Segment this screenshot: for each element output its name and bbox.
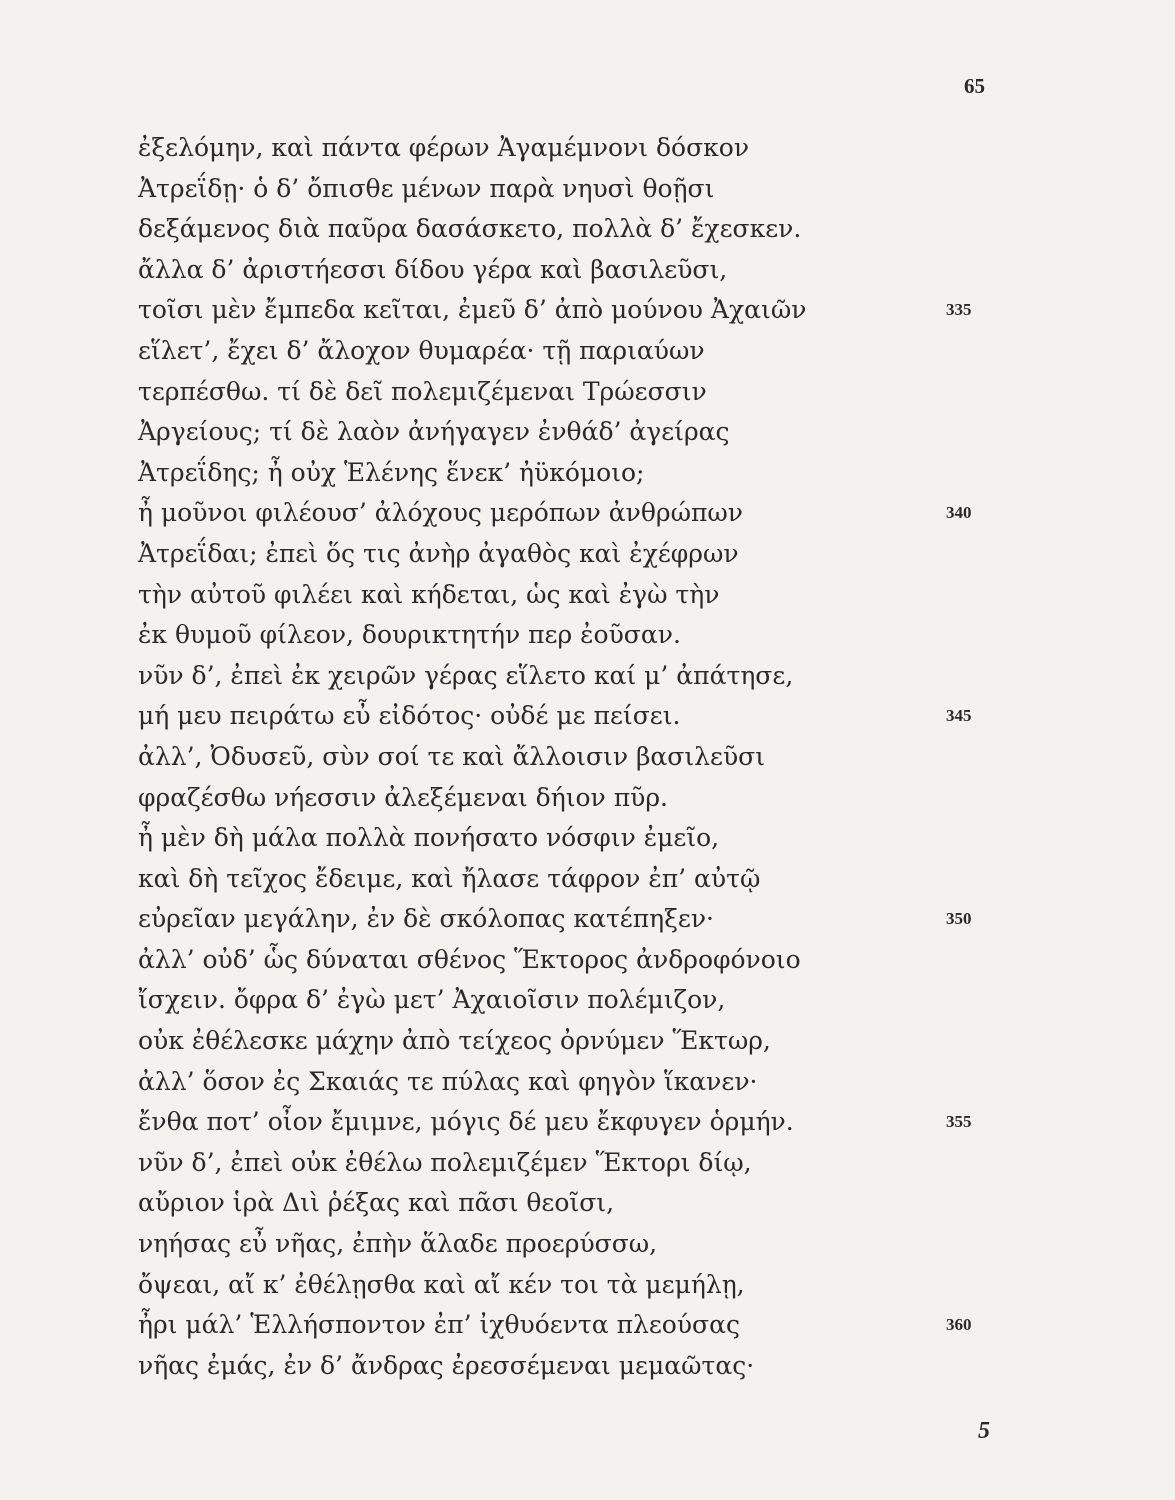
verse-text: νῆας ἐμάς, ἐν δ’ ἄνδρας ἐρεσσέμεναι μεμαῶτας·: [138, 1350, 755, 1380]
line-number: 360: [946, 1315, 972, 1335]
verse-line: [138, 331, 978, 372]
verse-text: φραζέσθω νήεσσιν ἀλεξέμεναι δήιον πῦρ.: [138, 782, 668, 812]
verse-line: [138, 1143, 978, 1184]
verse-text: δεξάμενος διὰ παῦρα δασάσκετο, πολλὰ δ’ ἔχεσκεν.: [138, 214, 802, 244]
verse-line: [138, 493, 978, 534]
verse-text: εἵλετ’, ἔχει δ’ ἄλοχον θυμαρέα· τῇ παριαύων: [138, 335, 705, 365]
verse-line: [138, 1062, 978, 1103]
signature-mark: 5: [978, 1418, 990, 1444]
verse-line: [138, 696, 978, 737]
verse-text: ἦ μὲν δὴ μάλα πολλὰ πονήσατο νόσφιν ἐμεῖο,: [138, 823, 720, 853]
line-number: 355: [946, 1112, 972, 1132]
verse-line: [138, 209, 978, 250]
verse-line: [138, 818, 978, 859]
verse-line: [138, 899, 978, 940]
verse-line: [138, 453, 978, 494]
verse-text: εὐρεῖαν μεγάλην, ἐν δὲ σκόλοπας κατέπηξεν·: [138, 904, 715, 934]
verse-line: [138, 372, 978, 413]
verse-text: ἐκ θυμοῦ φίλεον, δουρικτητήν περ ἐοῦσαν.: [138, 620, 681, 650]
verse-text: νηήσας εὖ νῆας, ἐπὴν ἅλαδε προερύσσω,: [138, 1229, 658, 1259]
verse-text: τὴν αὐτοῦ φιλέει καὶ κήδεται, ὡς καὶ ἐγὼ τὴν: [138, 579, 720, 609]
verse-text: ἀλλ’, Ὀδυσεῦ, σὺν σοί τε καὶ ἄλλοισιν βασιλεῦσι: [138, 741, 766, 771]
verse-line: [138, 1224, 978, 1265]
verse-line: [138, 1305, 978, 1346]
verse-text: τερπέσθω. τί δὲ δεῖ πολεμιζέμεναι Τρώεσσιν: [138, 376, 707, 406]
verse-line: [138, 128, 978, 169]
verse-line: [138, 859, 978, 900]
verse-block: [138, 128, 978, 1386]
page-number: 65: [964, 74, 985, 98]
verse-text: τοῖσι μὲν ἔμπεδα κεῖται, ἐμεῦ δ’ ἀπὸ μούνου Ἀχαιῶν: [138, 295, 807, 325]
verse-text: ἦ μοῦνοι φιλέουσ’ ἀλόχους μερόπων ἀνθρώπων: [138, 498, 743, 528]
verse-text: νῦν δ’, ἐπεὶ ἐκ χειρῶν γέρας εἵλετο καί μ’ ἀπάτησε,: [138, 660, 794, 690]
verse-line: [138, 615, 978, 656]
line-number: 350: [946, 909, 972, 929]
verse-text: ἀλλ’ ὅσον ἐς Σκαιάς τε πύλας καὶ φηγὸν ἵκανεν·: [138, 1066, 758, 1096]
line-number: 340: [946, 503, 972, 523]
verse-text: αὔριον ἱρὰ Διὶ ῥέξας καὶ πᾶσι θεοῖσι,: [138, 1188, 615, 1218]
verse-text: οὐκ ἐθέλεσκε μάχην ἀπὸ τείχεος ὀρνύμεν Ἕκτωρ,: [138, 1026, 771, 1056]
verse-text: ἄλλα δ’ ἀριστήεσσι δίδου γέρα καὶ βασιλεῦσι,: [138, 254, 728, 284]
line-number: 345: [946, 706, 972, 726]
verse-line: [138, 1021, 978, 1062]
verse-line: [138, 1265, 978, 1306]
verse-line: [138, 1346, 978, 1387]
verse-text: Ἀτρεΐδῃ· ὁ δ’ ὄπισθε μένων παρὰ νηυσὶ θοῇσι: [138, 173, 715, 203]
verse-text: ὄψεαι, αἴ κ’ ἐθέλῃσθα καὶ αἴ κέν τοι τὰ μεμήλῃ,: [138, 1269, 745, 1299]
verse-line: [138, 534, 978, 575]
verse-line: [138, 737, 978, 778]
verse-line: [138, 1183, 978, 1224]
verse-text: Ἀτρεΐδαι; ἐπεὶ ὅς τις ἀνὴρ ἀγαθὸς καὶ ἐχέφρων: [138, 538, 739, 568]
verse-text: Ἀργείους; τί δὲ λαὸν ἀνήγαγεν ἐνθάδ’ ἀγείρας: [138, 417, 730, 447]
verse-text: Ἀτρεΐδης; ἦ οὐχ Ἑλένης ἕνεκ’ ἠϋκόμοιο;: [138, 457, 645, 487]
verse-line: [138, 1102, 978, 1143]
verse-text: ἦρι μάλ’ Ἑλλήσποντον ἐπ’ ἰχθυόεντα πλεούσας: [138, 1310, 740, 1340]
verse-line: [138, 656, 978, 697]
verse-line: [138, 169, 978, 210]
verse-line: [138, 575, 978, 616]
verse-text: νῦν δ’, ἐπεὶ οὐκ ἐθέλω πολεμιζέμεν Ἕκτορι δίῳ,: [138, 1147, 752, 1177]
verse-line: [138, 940, 978, 981]
verse-line: [138, 980, 978, 1021]
verse-text: καὶ δὴ τεῖχος ἔδειμε, καὶ ἤλασε τάφρον ἐπ’ αὐτῷ: [138, 863, 761, 893]
verse-text: μή μευ πειράτω εὖ εἰδότος· οὐδέ με πείσει.: [138, 701, 681, 731]
verse-line: [138, 778, 978, 819]
verse-line: [138, 250, 978, 291]
verse-text: ἀλλ’ οὐδ’ ὧς δύναται σθένος Ἕκτορος ἀνδροφόνοιο: [138, 944, 801, 974]
line-number: 335: [946, 300, 972, 320]
verse-text: ἴσχειν. ὄφρα δ’ ἐγὼ μετ’ Ἀχαιοῖσιν πολέμιζον,: [138, 985, 726, 1015]
verse-text: ἐξελόμην, καὶ πάντα φέρων Ἀγαμέμνονι δόσκον: [138, 133, 750, 162]
verse-line: [138, 412, 978, 453]
verse-line: [138, 290, 978, 331]
verse-text: ἔνθα ποτ’ οἶον ἔμιμνε, μόγις δέ μευ ἔκφυγεν ὁρμήν.: [138, 1107, 794, 1137]
